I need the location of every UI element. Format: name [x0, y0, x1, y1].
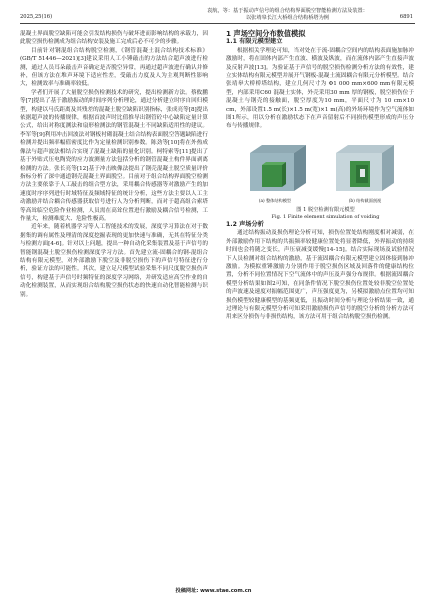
issue-info: 2025,25(16): [20, 14, 53, 20]
figure-caption-en: Fig. 1 Finite element simulation of voiding: [271, 213, 380, 220]
figure-1: [226, 135, 414, 205]
figure-caption-cn: 图 1 脱空检测有限元模型: [296, 206, 355, 213]
header-rule: [20, 23, 415, 24]
paragraph: 通过结构振动及损伤理论分析可知，损伤位置处结构刚度相对减弱，在外部激励作用下结构的共振频率较健康位置处将显著降低，外界振动的持续时间也会将随之变长，声压衰减变缓慢[14-15]。结合实际现场及试验情况下人员检测对组合结构的激励，基于流固耦合有限元模型建立固体接到脉冲激励。为模拟重锤激励力分别作用于脱空损伤区域及回落件的健康结构位置，分析不同位置情况下空气流体中的声压及声强分布规律。根据流固耦合模型分析结果如图2可知，在同条件情况下脱空损伤位置处较非脱空位置处的声波速及速度对振幅范围更广，声压强度更为，另模拟激励点位置均可知损伤模型较健康模型的基频更低，且振动时间分析与理论分析结果一致，通过理论与有限元模型分析可知采用激励损伤声信号的脱空分析的分析方法可用来区分损伤与非损伤结构，该方法可用于组合结构脱空损伤检测。: [226, 230, 414, 321]
running-title: [160, 8, 415, 22]
subsection-title: 1.1 有限元模型建立: [226, 38, 283, 46]
paragraph: 混凝土界面脱空缺陷可能会引发结构损伤与破坏进而影响结构的承载力，因此脱空损伤检测成为组合结构安装及施工完成后必不可少的步骤。: [20, 31, 208, 46]
section-title: 1 声场空间分布数值模拟: [226, 29, 306, 38]
footer-url: 投稿网址: www.stae.com.cn: [175, 588, 252, 594]
section-view-figure: [326, 139, 404, 197]
paragraph: 根据相关学理论可知，当对处在于流-固耦合空间内的结构表面施加脉冲激励时，将在固体内部产生直波、横波及纵波，而在流体内部产生直接声波及反射声波[13]。为验证基于声信号的脱空损伤检测分析方法的有效性，建立实体结构有限元模型并展开气钢板-混凝土流固耦合有限元分析模型。结合张靖皋大桥桥塔结构，建立几何尺寸为 Φ1 000 mm×600 mm有限元模型，内部采用C60 混凝土实体，外壳采用30 mm 厚的钢板，脱空损伤位于混凝土与钢壳的接触面，脱空厚度为10 mm，平面尺寸为 10 cm×10 cm，外部设置1.5 m(长)×1.5 m(宽)×1 m(高)的外场环境作为空气流体如图1所示，用以分析在激励状态下在声音留射后不同损伤模型形成的声压分布与传播规律。: [226, 47, 414, 130]
left-column: [20, 30, 208, 299]
figure-b-caption: (b) 结构截面剖视: [348, 197, 382, 203]
paragraph: 学者们开展了大量脱空损伤检测技术的研究，提出检测新方法。蔡攸鹏等[7]提出了基于激励振动的时间序列分析理论，通过分析建立时序自回归模型，构建以马氏距离及其残差的混凝土脱空缺陷识别指标，张成亮等[8]提出依据超声波的传播规律，根据首波声时比值推导出钢管砼中心缺陷定量计算公式，给出对称度测法和扇形检测法的钢管混凝土不同缺陷适用性的建议。李军等[9]利用冲击回波法对钢板衬砌混凝土结合结构表面脱空答题缺陷进行检测并提出频率幅值密度比作为定量检测识别参数。陈劲等[10]将在外热成像法与超声波法相结合实现了混凝土缺陷的量化识别。柯特索等[11]提出了基于外贴式压电陶瓷的应力波测量方法包括分析的钢管混凝土构件界面剥离检测的方法。张长亮等[12]基于冲击映像法提出了钢壳混凝土脱空质量评价指标分析了深中通道钢壳混凝土界面脱空。目前对于组合结构界面脱空检测方法主要依靠于人工敲击的组合型方法，采用耦合传感器等对激励产生的加速度时序序列进行时域特征及频域特征的统计分析，这些方法主要以人工主动激励并结合耦合传感器获取信号进行人为分析判断，而对于超高组合索塔等高耸临空危险作业检测，人员需在高耸位置进行激励及耦合信号检测，工作量大，检测难度大、危险性极高。: [20, 89, 208, 222]
paragraph: 近年来，随着机器学习等人工智能技术的发展，深度学习算法在对于数据集的调有属性及理清的深度挖掘表现的更加快速与准确，无其在特征分类与检测方面[4-6]。针对以上问题，提出一种自动化采集装置及基于声信号的智能钢混凝土脱空损伤检测深度学习方法。首先建立流-固耦合的钢-混组合结构有限元模型，对外部激励下脱空及非脱空损伤下的声信号特征进行分析，验证方法的可能性。其次，建立足尺模型试验采集不同尺度脱空损伤声信号，构建基于声信号时频特征的深度学习网络，并研发适应高空作业的自动化检测装置，从而实现组合结构脱空损伤状态的快速自动化智能检测与识别。: [20, 224, 208, 298]
whole-model-figure: [236, 139, 314, 197]
running-title-line1: 袁航，等：基于振动声信号的组合结构界面脱空智能检测方法及装置：: [207, 8, 368, 14]
running-title-line2: 以张靖皋长江大桥组合结构桥塔为例: [245, 15, 329, 21]
page-number: 6891: [399, 14, 413, 20]
subsection-title: 1.2 声场分析: [226, 220, 264, 228]
figure-a-caption: (a) 整体结构模型: [258, 197, 292, 203]
paragraph: 目前针对钢混组合结构脱空检测，《钢管混凝土混合结构技术标准》(GB/T 51446—2021)[3]建议采用人工小锤敲击的方法结合超声波进行检测，通过人员耳朵敲击声音确定是否脱空异常，再通过超声波进行确认并修补，但该方法在堆声环境下适应性差，受敲击力度及人为主观判断性影响大，检测效率与准确率较低。: [20, 47, 208, 88]
right-column: [226, 30, 414, 322]
